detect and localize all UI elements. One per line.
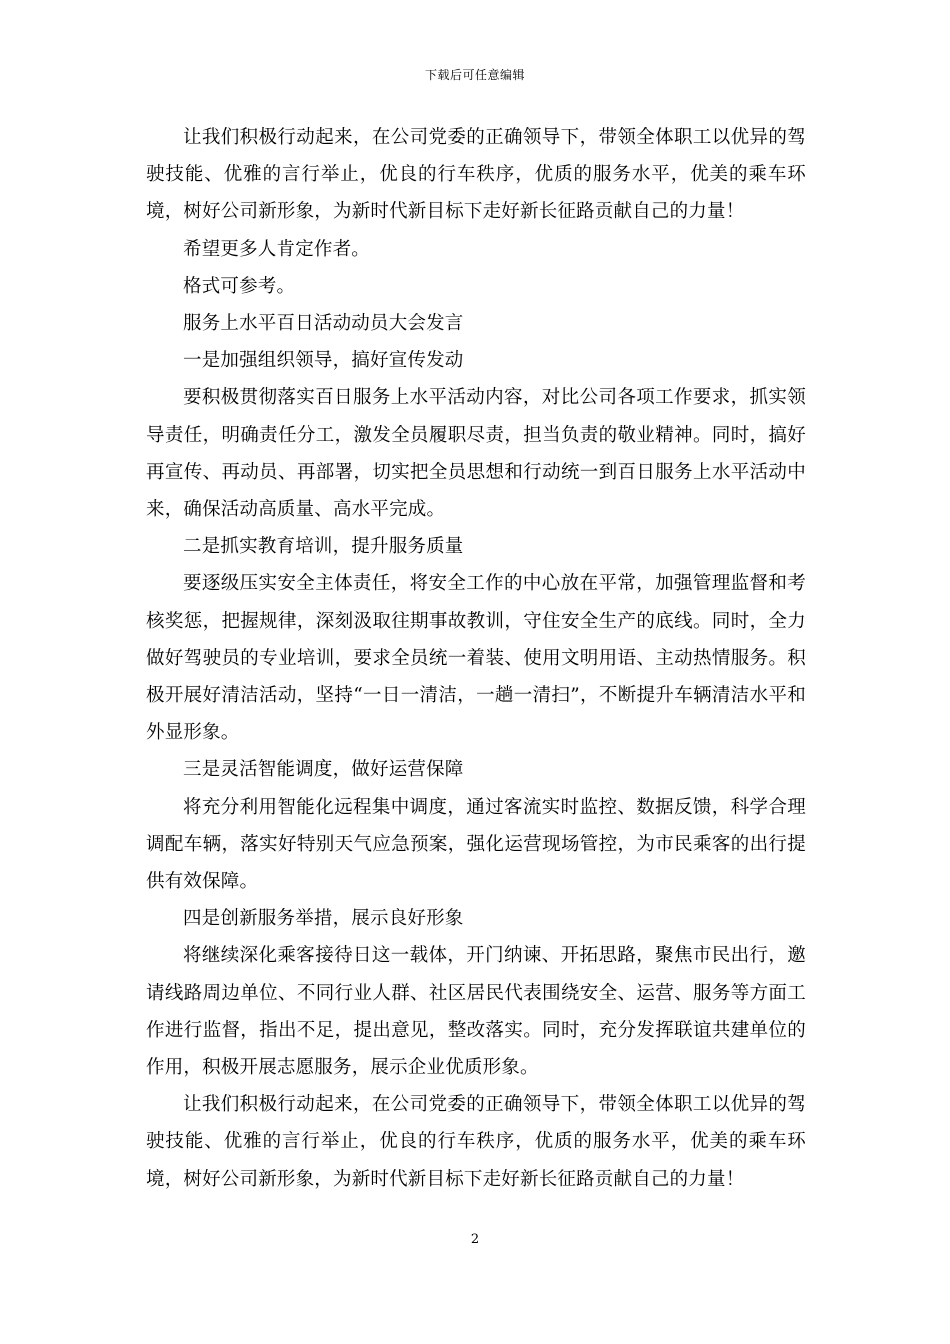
paragraph-closing-2: 让我们积极行动起来，在公司党委的正确领导下，带领全体职工以优异的驾驶技能、优雅的言行举止，优良的行车秩序，优质的服务水平，优美的乘车环境，树好公司新形象，为新时代新目标下走好新长征路贡献自己的力量！ xyxy=(146,1094,806,1190)
paragraph-section-1: 要积极贯彻落实百日服务上水平活动内容，对比公司各项工作要求，抓实领导责任，明确责任分工，激发全员履职尽责，担当负责的敬业精神。同时，搞好再宣传、再动员、再部署，切实把全员思想和行动统一到百日服务上水平活动中来，确保活动高质量、高水平完成。 xyxy=(146,387,806,521)
note-format: 格式可参考。 xyxy=(183,275,296,297)
page-header: 下载后可任意编辑 xyxy=(424,68,525,82)
section-heading-1: 一是加强组织领导，搞好宣传发动 xyxy=(183,350,464,372)
note-author: 希望更多人肯定作者。 xyxy=(183,238,371,260)
section-heading-3: 三是灵活智能调度，做好运营保障 xyxy=(183,759,464,781)
document-body xyxy=(146,119,806,1198)
section-heading-4: 四是创新服务举措，展示良好形象 xyxy=(183,908,464,930)
section-heading-2: 二是抓实教育培训，提升服务质量 xyxy=(183,536,464,558)
document-title: 服务上水平百日活动动员大会发言 xyxy=(183,313,464,335)
page-number: 2 xyxy=(470,1232,480,1247)
paragraph-section-3: 将充分利用智能化远程集中调度，通过客流实时监控、数据反馈，科学合理调配车辆，落实好特别天气应急预案，强化运营现场管控，为市民乘客的出行提供有效保障。 xyxy=(146,796,806,893)
paragraph-section-4: 将继续深化乘客接待日这一载体，开门纳谏、开拓思路，聚焦市民出行，邀请线路周边单位、不同行业人群、社区居民代表围绕安全、运营、服务等方面工作进行监督，指出不足，提出意见，整改落实。同时，充分发挥联谊共建单位的作用，积极开展志愿服务，展示企业优质形象。 xyxy=(146,945,806,1079)
paragraph-section-2: 要逐级压实安全主体责任，将安全工作的中心放在平常，加强管理监督和考核奖惩，把握规律，深刻汲取往期事故教训，守住安全生产的底线。同时，全力做好驾驶员的专业培训，要求全员统一着装、使用文明用语、主动热情服务。积极开展好清洁活动，坚持“一日一清洁，一趟一清扫”，不断提升车辆清洁水平和外显形象。 xyxy=(146,573,806,744)
paragraph-closing-1: 让我们积极行动起来，在公司党委的正确领导下，带领全体职工以优异的驾驶技能、优雅的言行举止，优良的行车秩序，优质的服务水平，优美的乘车环境，树好公司新形象，为新时代新目标下走好新长征路贡献自己的力量！ xyxy=(146,127,806,223)
